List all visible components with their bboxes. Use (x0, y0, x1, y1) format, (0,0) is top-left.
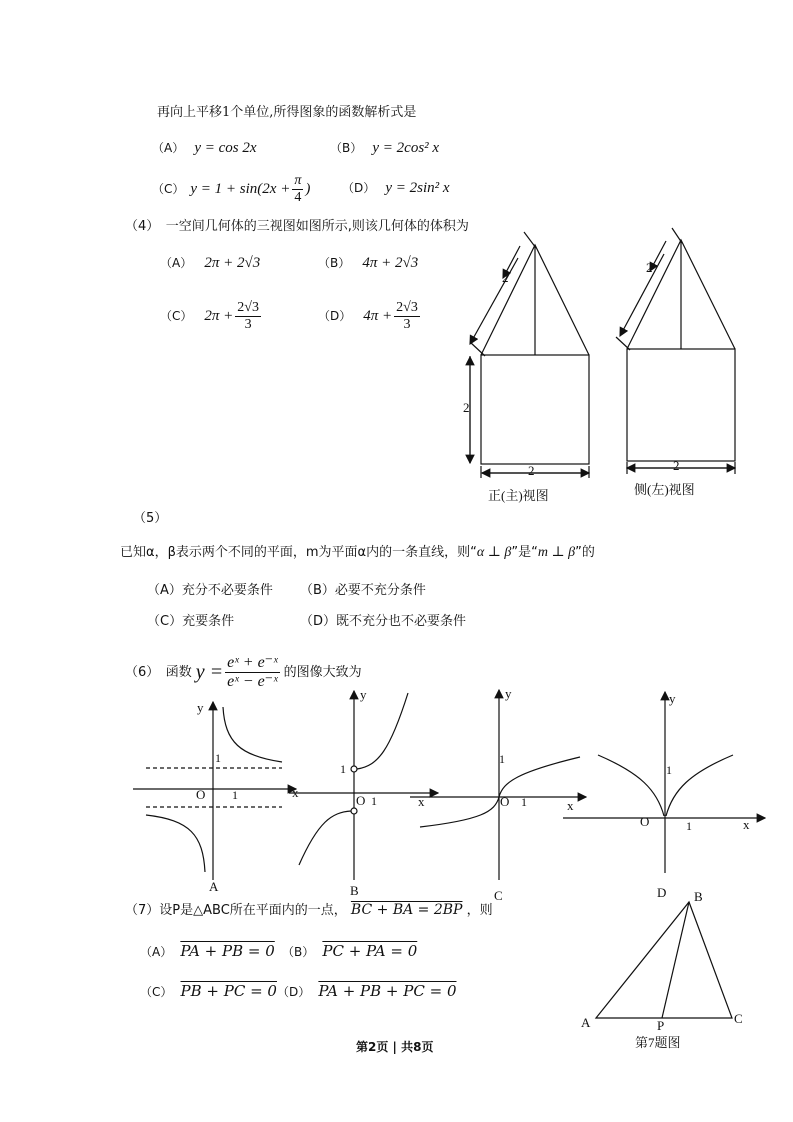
graph-c-one-y: 1 (499, 752, 505, 766)
graph-d-x-label: x (743, 817, 750, 832)
q4-option-c-label: （C） (160, 309, 193, 323)
front-height-label: 2 (463, 400, 470, 415)
q7-option-b (282, 944, 417, 959)
q7-option-d-text: PA + PB + PC = 0 (318, 982, 457, 1000)
q3-option-d-label: （D） (342, 181, 376, 195)
q7-stem-eq: BC + BA = 2BP (350, 902, 463, 918)
q3-option-c-num: π (294, 172, 302, 188)
q5-number: （5） (133, 511, 168, 526)
side-view-caption: 侧(左)视图 (634, 482, 695, 497)
q4-option-a-label: （A） (160, 256, 193, 270)
q7-option-c-label: （C） (140, 985, 173, 999)
q7-fig-a: A (581, 1015, 591, 1030)
page-footer: 第2页 | 共8页 (356, 1040, 434, 1054)
q7-fig-caption: 第7题图 (635, 1035, 681, 1050)
q3-option-a-label: （A） (152, 141, 185, 155)
graph-c-one-x: 1 (521, 795, 527, 809)
graph-d-origin: O (640, 814, 650, 829)
q6-number: （6） 函数 (125, 664, 192, 680)
graph-a-y-label: y (197, 700, 204, 715)
q7-triangle-figure (596, 902, 732, 1018)
q4-option-d-pre: 4π + (363, 307, 393, 324)
q3-option-c-label: （C） (152, 182, 185, 196)
q5-stem-post: ”的 (575, 545, 595, 560)
graph-a (133, 702, 296, 880)
q5-option-d: （D）既不充分也不必要条件 (300, 614, 467, 629)
q4-option-c-pre: 2π + (204, 307, 234, 324)
graph-c-origin: O (500, 794, 510, 809)
graph-b-one-x: 1 (371, 794, 377, 808)
graph-a-letter: A (209, 879, 219, 894)
q7-fig-b: B (694, 889, 703, 904)
q7-option-a (140, 944, 275, 959)
side-width-label: 2 (673, 458, 680, 473)
graph-a-one-y: 1 (215, 751, 221, 765)
q5-cond-1: α ⊥ β (476, 545, 512, 560)
q3-option-b-text: y = 2cos² x (372, 140, 440, 156)
q4-option-d-num: 2√3 (396, 299, 418, 315)
graph-d (563, 692, 765, 873)
graph-b-origin: O (356, 793, 366, 808)
q6-fn-den: eˣ − e⁻ˣ (227, 672, 278, 690)
q3-option-c-pre: y = 1 + sin(2x + (190, 180, 291, 197)
q6-stem-post: 的图像大致为 (283, 664, 362, 680)
graph-b-x-label: x (418, 794, 425, 809)
q4-option-b-label: （B） (318, 256, 351, 270)
graph-b-letter: B (350, 883, 359, 898)
q4-option-c-num: 2√3 (237, 299, 259, 315)
q4-option-d-den: 3 (403, 316, 411, 332)
graph-c-y-label: y (505, 686, 512, 701)
graph-b-one-y: 1 (340, 762, 346, 776)
q7-fig-p: P (657, 1018, 665, 1033)
q7-stem-post: ，则 (466, 903, 493, 918)
q5-stem-pre: 已知α，β表示两个不同的平面，m为平面α内的一条直线，则“ (120, 545, 477, 560)
front-slant-label: 2 (502, 270, 509, 285)
graph-a-x-label: x (292, 785, 299, 800)
graph-b-y-label: y (360, 687, 367, 702)
graph-b (289, 691, 438, 880)
q7-stem-pre: （7）设P是△ABC所在平面内的一点， (125, 903, 347, 918)
front-view-caption: 正(主)视图 (488, 488, 549, 503)
q5-option-a: （A）充分不必要条件 (147, 583, 273, 598)
q7-stem (125, 903, 493, 917)
q7-option-c (140, 984, 277, 999)
q7-option-a-text: PA + PB = 0 (180, 942, 275, 960)
front-width-label: 2 (528, 463, 535, 478)
graph-d-letter: D (657, 885, 667, 900)
graph-d-one-y: 1 (666, 763, 672, 777)
graph-c (410, 690, 586, 880)
q3-option-a-text: y = cos 2x (194, 140, 257, 156)
q5-option-b: （B）必要不充分条件 (300, 583, 426, 598)
q3-option-b-label: （B） (330, 141, 363, 155)
q4-option-a-text: 2π + 2√3 (204, 255, 261, 271)
q7-option-a-label: （A） (140, 945, 173, 959)
q3-stem: 再向上平移1个单位,所得图象的函数解析式是 (157, 105, 417, 120)
q4-stem: （4） 一空间几何体的三视图如图所示,则该几何体的体积为 (125, 219, 469, 234)
q4-option-d-label: （D） (318, 309, 352, 323)
q5-option-c: （C）充要条件 (147, 614, 235, 629)
q3-option-c-den: 4 (294, 189, 302, 205)
q7-option-c-text: PB + PC = 0 (180, 982, 277, 1000)
graph-a-one-x: 1 (232, 788, 238, 802)
q6-fn-num: eˣ + e⁻ˣ (227, 653, 278, 671)
q5-cond-2: m ⊥ β (537, 545, 576, 560)
q7-option-b-label: （B） (282, 945, 315, 959)
q5-stem-mid: ”是“ (511, 545, 538, 560)
side-slant-label: 2 (646, 260, 653, 275)
graph-d-one-x: 1 (686, 819, 692, 833)
q3-option-c-post: ) (305, 180, 311, 197)
q7-option-d-label: （D） (277, 985, 311, 999)
q7-option-d (277, 984, 456, 999)
graph-c-letter: C (494, 888, 503, 903)
q4-option-b-text: 4π + 2√3 (362, 255, 419, 271)
q4-option-c-den: 3 (244, 316, 252, 332)
q6-fn-lhs: y = (195, 661, 224, 683)
graph-d-y-label: y (669, 691, 676, 706)
q3-option-d-text: y = 2sin² x (385, 180, 450, 196)
q7-option-b-text: PC + PA = 0 (322, 942, 418, 960)
graph-a-origin: O (196, 787, 206, 802)
graph-c-x-label: x (567, 798, 574, 813)
q7-fig-c: C (734, 1011, 743, 1026)
